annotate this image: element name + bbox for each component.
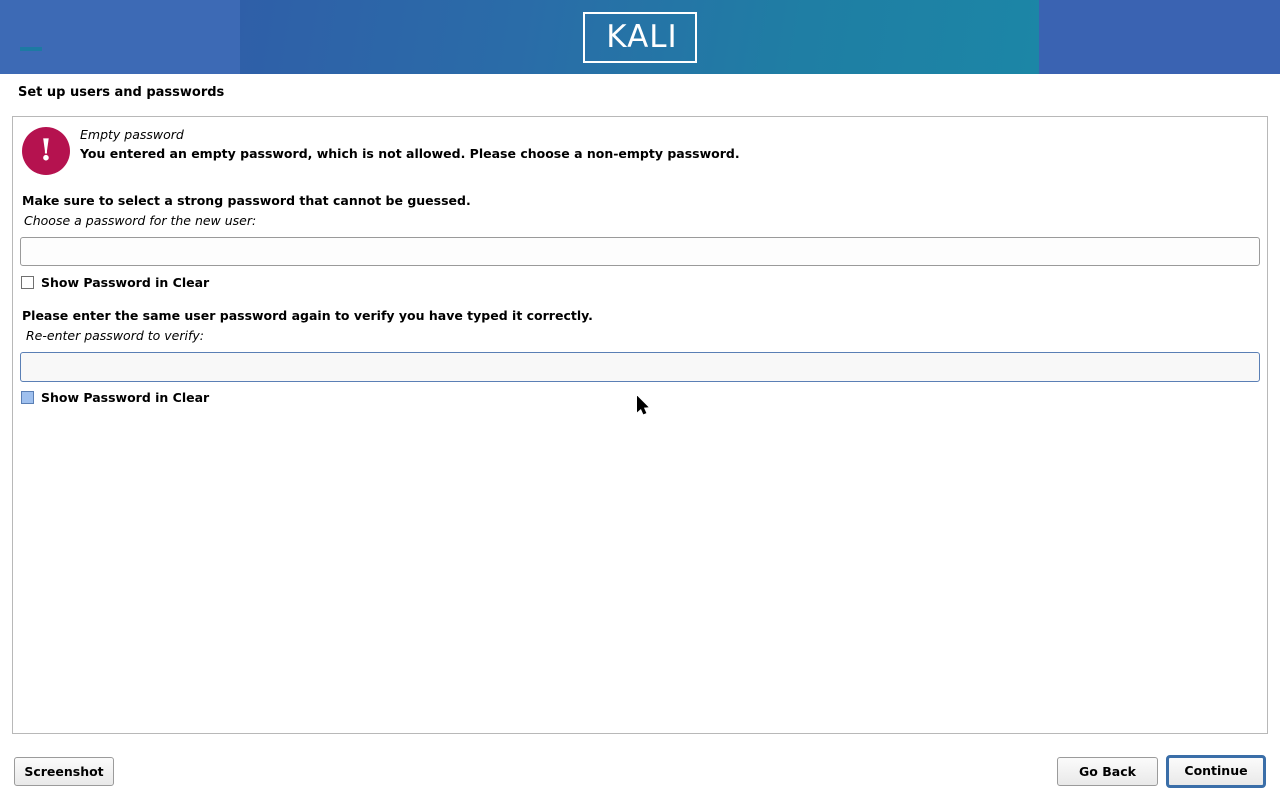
verify-field-label: Re-enter password to verify: <box>26 328 204 343</box>
banner-left-block <box>0 0 241 74</box>
password-field-label: Choose a password for the new user: <box>24 213 257 228</box>
exclamation-icon-glyph: ! <box>39 133 53 168</box>
banner-right-block <box>1039 0 1280 74</box>
page-title: Set up users and passwords <box>18 85 225 100</box>
kali-logo-text: KALI <box>606 19 678 55</box>
continue-button[interactable]: Continue <box>1166 755 1266 788</box>
main-panel <box>12 116 1268 734</box>
screenshot-button[interactable]: Screenshot <box>14 757 114 786</box>
verify-password-note: Please enter the same user password again to verify you have typed it correctly. <box>22 308 593 323</box>
show-password-checkbox-1[interactable] <box>21 276 34 289</box>
verify-password-input[interactable] <box>20 352 1260 382</box>
kali-logo-notch <box>20 47 42 51</box>
kali-banner <box>0 0 1280 74</box>
kali-logo <box>583 12 697 63</box>
banner-divider <box>0 74 1280 76</box>
show-password-label-1: Show Password in Clear <box>41 275 210 290</box>
error-title: Empty password <box>80 127 184 142</box>
password-input[interactable] <box>20 237 1260 266</box>
mouse-cursor-icon <box>637 396 649 415</box>
show-password-label-2: Show Password in Clear <box>41 390 210 405</box>
strong-password-note: Make sure to select a strong password that cannot be guessed. <box>22 193 471 208</box>
error-message: You entered an empty password, which is not allowed. Please choose a non-empty password. <box>80 146 740 161</box>
exclamation-icon <box>22 127 70 175</box>
show-password-checkbox-2[interactable] <box>21 391 34 404</box>
go-back-button[interactable]: Go Back <box>1057 757 1158 786</box>
